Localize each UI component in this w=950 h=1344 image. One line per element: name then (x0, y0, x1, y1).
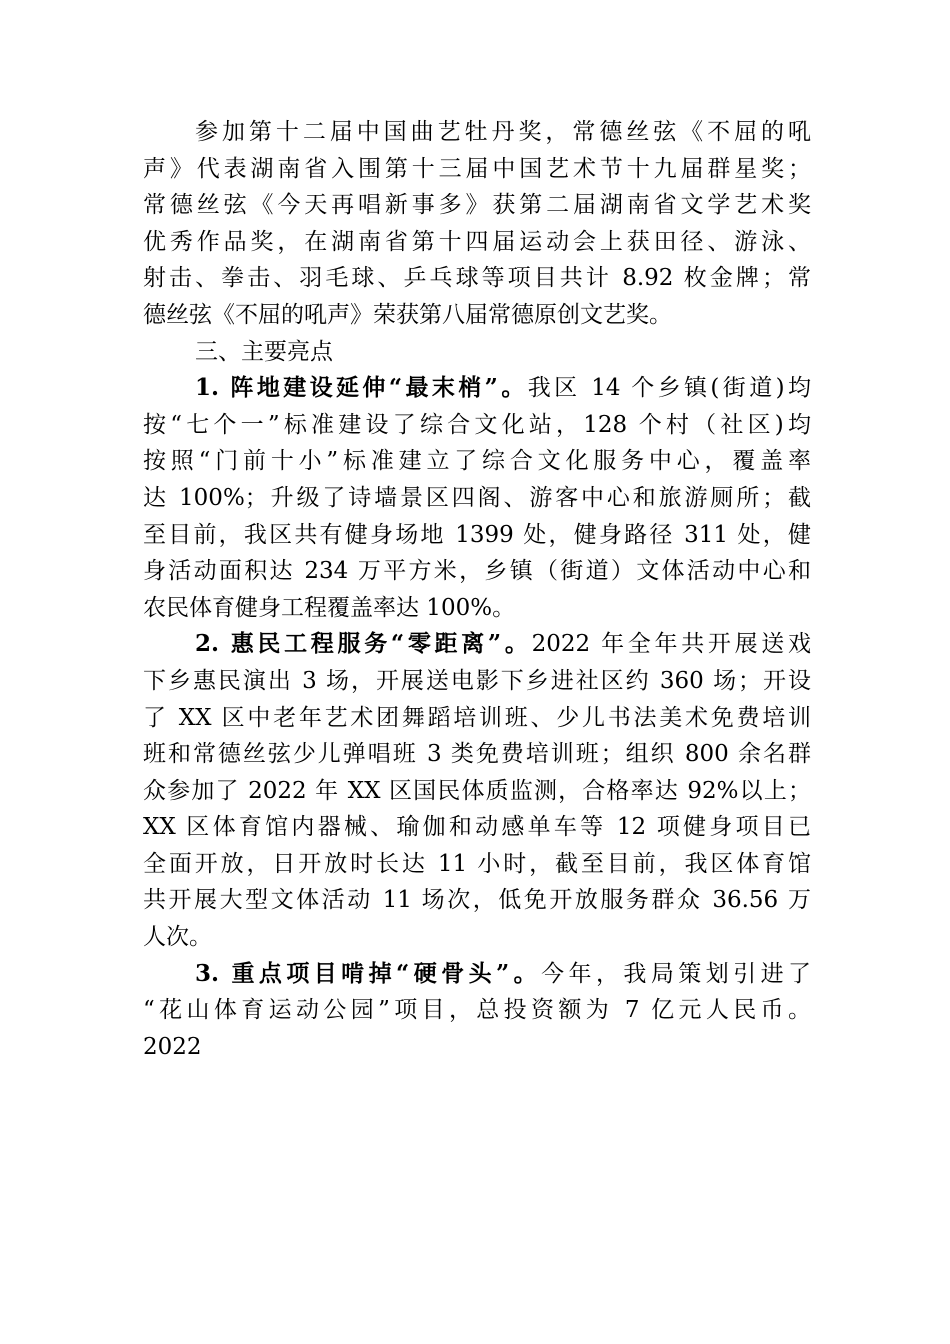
section-heading: 三、主要亮点 (195, 338, 333, 365)
text-line: 声》代表湖南省入围第十三届中国艺术节十九届群星奖； (143, 155, 811, 182)
text-line: 众参加了 2022 年 XX 区国民体质监测，合格率达 92%以上； (143, 777, 811, 804)
text-line: 共开展大型文体活动 11 场次，低免开放服务群众 36.56 万 (143, 887, 811, 914)
item-first-line (143, 626, 811, 663)
text-line: “花山体育运动公园”项目，总投资额为 7 亿元人民币。 (143, 997, 811, 1024)
text-line: 班和常德丝弦少儿弹唱班 3 类免费培训班；组织 800 余名群 (143, 741, 811, 768)
text-line: 人次。 (143, 924, 212, 951)
item-position-building (143, 370, 811, 626)
text-line: 按照“门前十小”标准建立了综合文化服务中心，覆盖率 (143, 448, 811, 475)
item-first-line (143, 956, 811, 993)
text-line: 全面开放，日开放时长达 11 小时，截至目前，我区体育馆 (143, 850, 811, 877)
item-title: 2. 惠民工程服务“零距离”。 (195, 630, 532, 658)
text-line: 达 100%；升级了诗墙景区四阁、游客中心和旅游厕所；截 (143, 484, 811, 511)
text-line: 身活动面积达 234 万平方米，乡镇（街道）文体活动中心和 (143, 558, 811, 585)
document-body (143, 114, 811, 1065)
item-key-projects (143, 956, 811, 1066)
text-line: 下乡惠民演出 3 场，开展送电影下乡进社区约 360 场；开设 (143, 667, 811, 694)
text-line: 德丝弦《不屈的吼声》荣获第八届常德原创文艺奖。 (143, 301, 672, 328)
text-line: 农民体育健身工程覆盖率达 100%。 (143, 594, 516, 621)
text-line: 了 XX 区中老年艺术团舞蹈培训班、少儿书法美术免费培训 (143, 704, 811, 731)
text-line: 2022 (143, 1033, 202, 1060)
item-public-service (143, 626, 811, 955)
text-line: 常德丝弦《今天再唱新事多》获第二届湖南省文学艺术奖 (143, 192, 811, 219)
text-line: 参加第十二届中国曲艺牡丹奖，常德丝弦《不屈的吼 (195, 119, 811, 145)
text-line: 射击、拳击、羽毛球、乒乓球等项目共计 8.92 枚金牌；常 (143, 265, 811, 292)
item-first-line-text: 2022 年全年共开展送戏 (531, 631, 811, 658)
text-line: 按“七个一”标准建设了综合文化站，128 个村（社区)均 (143, 411, 811, 438)
item-first-line-text: 我区 14 个乡镇(街道)均 (527, 375, 811, 402)
item-title: 1. 阵地建设延伸“最末梢”。 (195, 374, 528, 402)
text-line: 优秀作品奖，在湖南省第十四届运动会上获田径、游泳、 (143, 228, 811, 255)
item-first-line-text: 今年，我局策划引进了 (541, 960, 812, 987)
item-title: 3. 重点项目啃掉“硬骨头”。 (195, 959, 542, 987)
item-first-line (143, 370, 811, 407)
paragraph-awards (143, 114, 811, 334)
text-line: 至目前，我区共有健身场地 1399 处，健身路径 311 处，健 (143, 521, 811, 548)
text-line: XX 区体育馆内器械、瑜伽和动感单车等 12 项健身项目已 (143, 814, 811, 841)
